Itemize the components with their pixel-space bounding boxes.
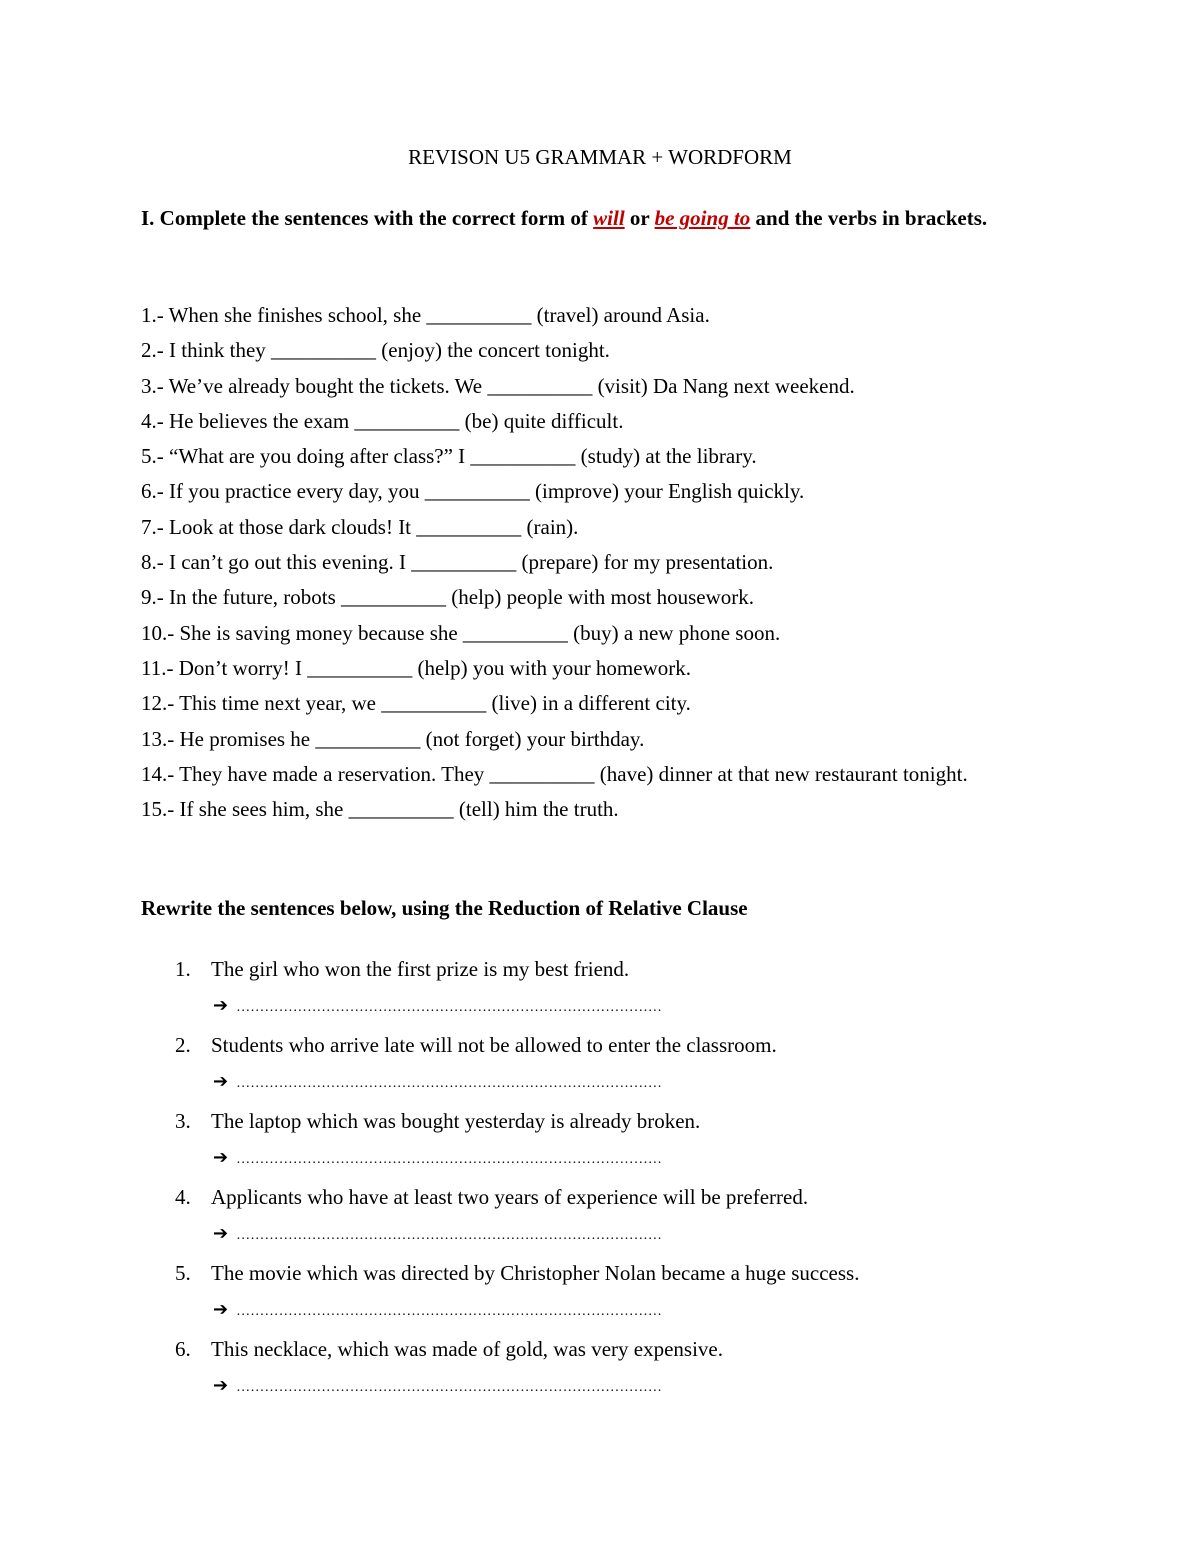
exercise-item: 8.- I can’t go out this evening. I __________ (prepare) for my presentation. <box>141 550 774 575</box>
rewrite-item <box>141 1256 1041 1332</box>
rewrite-item-sentence: The movie which was directed by Christopher Nolan became a huge success. <box>211 1261 860 1285</box>
section-2-exercise-list <box>141 952 1041 1408</box>
exercise-item: 13.- He promises he __________ (not forget) your birthday. <box>141 726 645 751</box>
rewrite-item-number: 4. <box>175 1185 191 1209</box>
section-1-heading <box>141 200 1011 236</box>
exercise-item: 4.- He believes the exam __________ (be) quite difficult. <box>141 408 624 433</box>
rewrite-item-number: 3. <box>175 1109 191 1133</box>
rewrite-item-number: 6. <box>175 1337 191 1361</box>
arrow-icon: ➔ <box>213 1375 229 1396</box>
answer-dots: ……………………………………………………………………………… <box>236 1304 663 1319</box>
answer-line <box>213 1294 662 1326</box>
answer-dots: ……………………………………………………………………………… <box>236 1076 663 1091</box>
exercise-item: 12.- This time next year, we __________ (live) in a different city. <box>141 691 691 716</box>
answer-dots: ……………………………………………………………………………… <box>236 1000 663 1015</box>
arrow-icon: ➔ <box>213 1147 229 1168</box>
exercise-item: 9.- In the future, robots __________ (help) people with most housework. <box>141 585 754 610</box>
answer-dots: ……………………………………………………………………………… <box>236 1152 663 1167</box>
section-1-heading-post: and the verbs in brackets. <box>750 206 988 230</box>
exercise-item: 3.- We’ve already bought the tickets. We __________ (visit) Da Nang next weekend. <box>141 373 855 398</box>
exercise-item: 2.- I think they __________ (enjoy) the concert tonight. <box>141 338 610 363</box>
exercise-item: 10.- She is saving money because she __________ (buy) a new phone soon. <box>141 620 781 645</box>
answer-line <box>213 1218 662 1250</box>
rewrite-item-sentence: Applicants who have at least two years of experience will be preferred. <box>211 1185 809 1209</box>
rewrite-item <box>141 952 1041 1028</box>
rewrite-item <box>141 1104 1041 1180</box>
answer-line <box>213 1370 662 1402</box>
section-1-heading-or: or <box>624 206 655 230</box>
section-1-keyword-will: will <box>593 206 625 230</box>
rewrite-item <box>141 1332 1041 1408</box>
rewrite-item-number: 5. <box>175 1261 191 1285</box>
answer-line <box>213 990 662 1022</box>
section-2-heading: Rewrite the sentences below, using the Reduction of Relative Clause <box>141 896 748 920</box>
rewrite-item <box>141 1180 1041 1256</box>
arrow-icon: ➔ <box>213 995 229 1016</box>
rewrite-item-sentence: The girl who won the first prize is my best friend. <box>211 957 630 981</box>
exercise-item: 5.- “What are you doing after class?” I __________ (study) at the library. <box>141 444 757 469</box>
arrow-icon: ➔ <box>213 1071 229 1092</box>
answer-dots: ……………………………………………………………………………… <box>236 1228 663 1243</box>
rewrite-item-sentence: The laptop which was bought yesterday is already broken. <box>211 1109 701 1133</box>
exercise-item: 6.- If you practice every day, you __________ (improve) your English quickly. <box>141 479 805 504</box>
arrow-icon: ➔ <box>213 1223 229 1244</box>
section-1-heading-pre: I. Complete the sentences with the correct form of <box>141 206 594 230</box>
rewrite-item-number: 1. <box>175 957 191 981</box>
rewrite-item-sentence: This necklace, which was made of gold, was very expensive. <box>211 1337 723 1361</box>
answer-line <box>213 1142 662 1174</box>
answer-dots: ……………………………………………………………………………… <box>236 1380 663 1395</box>
exercise-item: 1.- When she finishes school, she __________ (travel) around Asia. <box>141 303 710 327</box>
arrow-icon: ➔ <box>213 1299 229 1320</box>
answer-line <box>213 1066 662 1098</box>
exercise-item: 15.- If she sees him, she __________ (tell) him the truth. <box>141 797 619 822</box>
rewrite-item-sentence: Students who arrive late will not be allowed to enter the classroom. <box>211 1033 777 1057</box>
document-title: REVISON U5 GRAMMAR + WORDFORM <box>408 145 792 169</box>
section-1-exercise-list <box>141 298 1021 827</box>
exercise-item: 14.- They have made a reservation. They __________ (have) dinner at that new restaurant tonight. <box>141 761 968 786</box>
exercise-item: 7.- Look at those dark clouds! It __________ (rain). <box>141 514 579 539</box>
rewrite-item <box>141 1028 1041 1104</box>
section-1-keyword-be-going-to: be going to <box>654 206 751 230</box>
rewrite-item-number: 2. <box>175 1033 191 1057</box>
exercise-item: 11.- Don’t worry! I __________ (help) you with your homework. <box>141 655 691 680</box>
